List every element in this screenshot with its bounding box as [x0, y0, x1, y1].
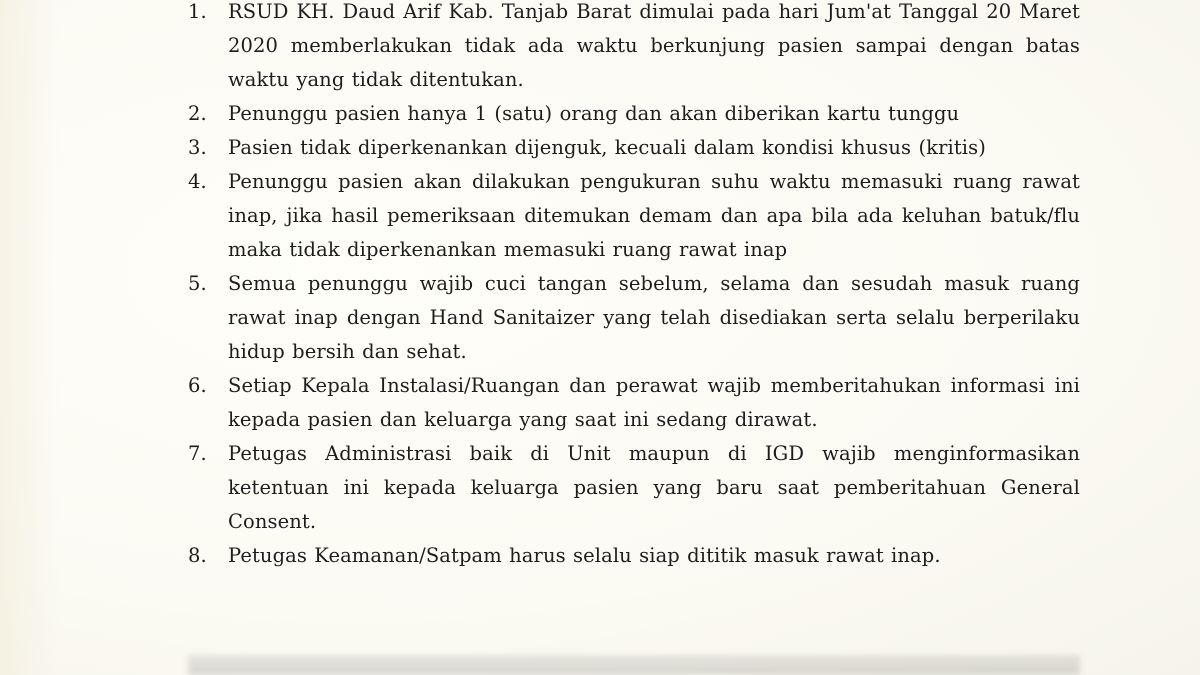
list-item-number: 7.	[188, 442, 207, 465]
list-item-text: Penunggu pasien hanya 1 (satu) orang dan akan diberikan kartu tunggu	[228, 102, 960, 125]
list-item	[188, 369, 1080, 437]
list-item-text: Penunggu pasien akan dilakukan pengukuran suhu waktu memasuki ruang rawat inap, jika hasil pemeriksaan ditemukan demam dan apa bila ada keluhan batuk/flu maka tidak diperkenankan memasuki ruang rawat inap	[228, 170, 1080, 261]
list-item-number: 8.	[188, 544, 207, 567]
list-item	[188, 437, 1080, 539]
list-item	[188, 165, 1080, 267]
list-item	[188, 267, 1080, 369]
list-item-text: Setiap Kepala Instalasi/Ruangan dan perawat wajib memberitahukan informasi ini kepada pasien dan keluarga yang saat ini sedang dirawat.	[228, 374, 1080, 431]
list-item-text: Petugas Keamanan/Satpam harus selalu siap dititik masuk rawat inap.	[228, 544, 941, 567]
list-item	[188, 539, 1080, 573]
list-item-text: Semua penunggu wajib cuci tangan sebelum, selama dan sesudah masuk ruang rawat inap dengan Hand Sanitaizer yang telah disediakan serta selalu berperilaku hidup bersih dan sehat.	[228, 272, 1080, 363]
list-item	[188, 97, 1080, 131]
list-item	[188, 0, 1080, 97]
list-item-text: Petugas Administrasi baik di Unit maupun di IGD wajib menginformasikan ketentuan ini kepada keluarga pasien yang baru saat pemberitahuan General Consent.	[228, 442, 1080, 533]
list-item-number: 5.	[188, 272, 207, 295]
list-item-text: RSUD KH. Daud Arif Kab. Tanjab Barat dimulai pada hari Jum'at Tanggal 20 Maret 2020 memberlakukan tidak ada waktu berkunjung pasien sampai dengan batas waktu yang tidak ditentukan.	[228, 0, 1080, 91]
page-edge-shadow	[0, 0, 60, 675]
list-item	[188, 131, 1080, 165]
list-item-number: 2.	[188, 102, 207, 125]
list-item-number: 6.	[188, 374, 207, 397]
list-item-number: 4.	[188, 170, 207, 193]
regulation-list	[188, 0, 1080, 573]
next-line-cutoff	[188, 655, 1080, 675]
list-item-number: 3.	[188, 136, 207, 159]
list-item-number: 1.	[188, 0, 207, 23]
list-item-text: Pasien tidak diperkenankan dijenguk, kecuali dalam kondisi khusus (kritis)	[228, 136, 986, 159]
